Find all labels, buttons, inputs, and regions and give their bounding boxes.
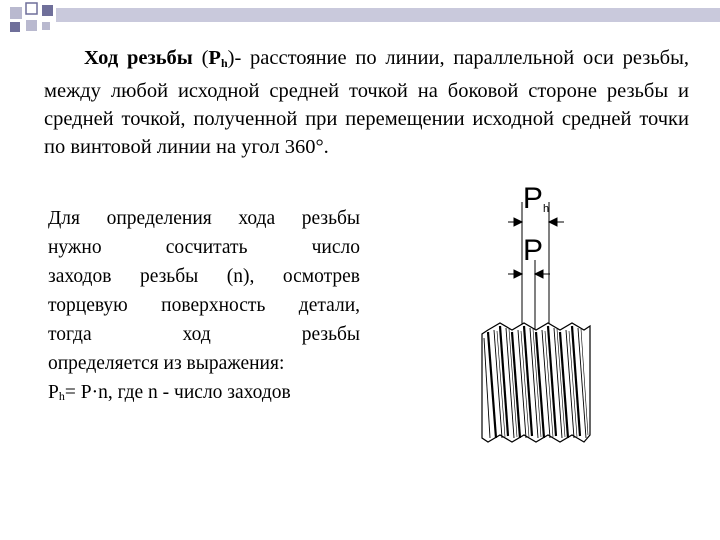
formula: $P_h= P\cdot n$, где n - число заходов (48, 382, 291, 403)
thread-figure (470, 180, 610, 480)
lead-symbol: $P_h$ (208, 47, 228, 70)
text-line: определяется из выражения: (48, 353, 285, 374)
text-line: Для определения хода резьбы (48, 208, 360, 229)
lead-label: Ph (522, 182, 550, 215)
text-line: торцевую поверхность детали, (48, 295, 360, 316)
pitch-dimension (508, 260, 550, 330)
pitch-label: P (522, 234, 544, 267)
term-heading: Ход резьбы (84, 47, 193, 69)
thread-lead-definition: Ход резьбы $(P_h)-$ расстояние по линии, параллельной оси резьбы, между любой исходной средней точкой на боковой стороне резьбы и средней точкой, полученной при перемещении исходной средней точки по винтовой линии на угол 360°. (44, 47, 690, 158)
text-line: тогда ход резьбы (48, 324, 360, 345)
lead-calculation-text (48, 204, 360, 411)
text-line: заходов резьбы (n), осмотрев (48, 266, 360, 287)
text-line: нужно сосчитать число (48, 237, 360, 258)
definition-text: - расстояние по линии, параллельной оси резьбы, между любой исходной средней точкой на боковой стороне резьбы и средней точкой, полученной при перемещении исходной средней точки по винтовой линии на угол 360°. (44, 47, 690, 158)
decorative-squares (0, 0, 720, 40)
